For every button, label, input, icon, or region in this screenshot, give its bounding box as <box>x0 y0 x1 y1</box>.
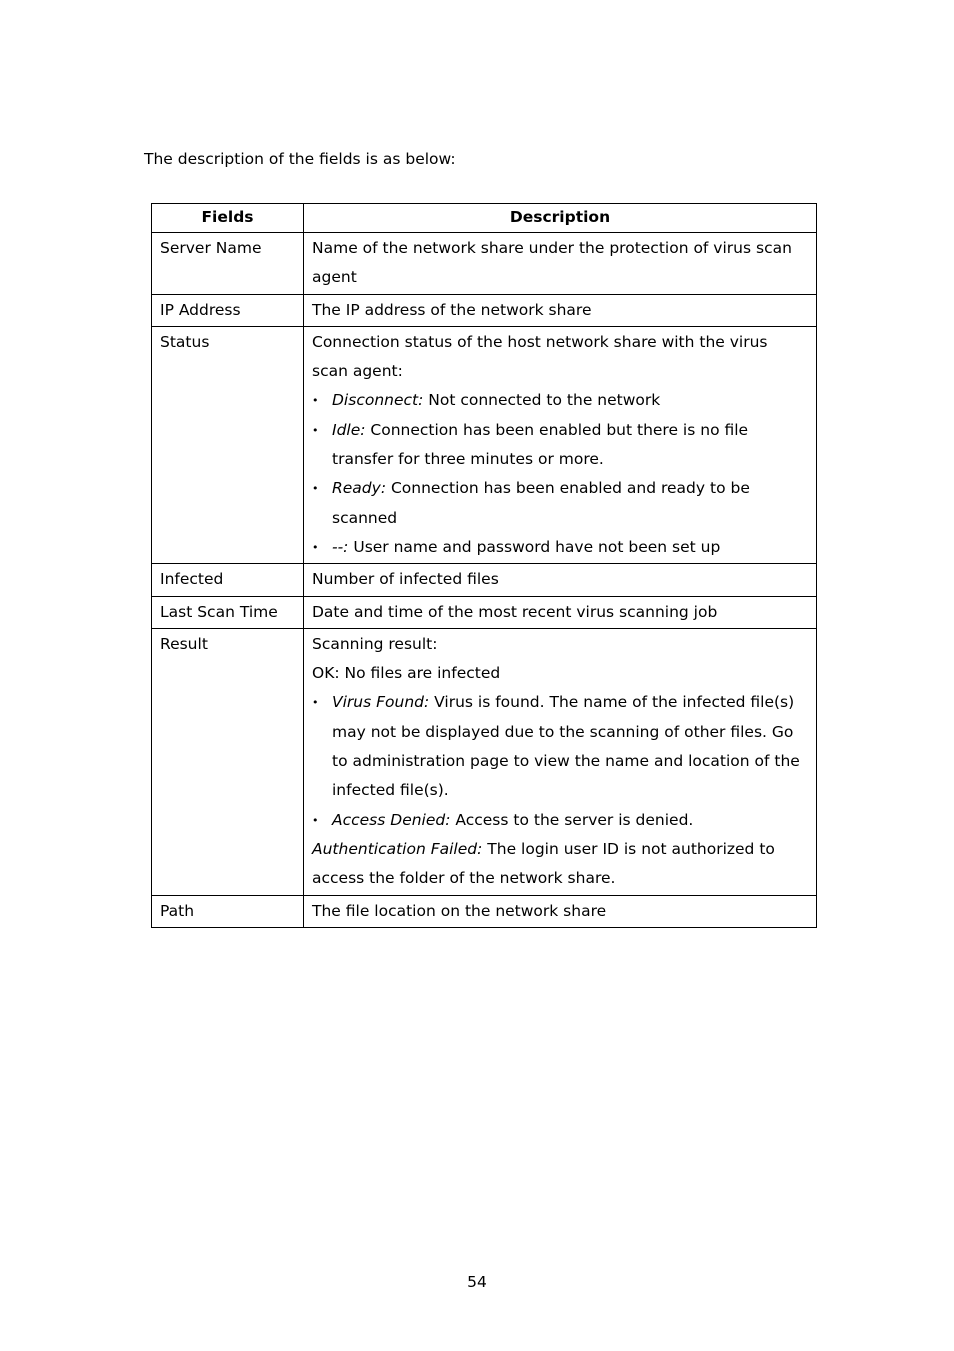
description-cell: Number of infected files <box>304 564 817 596</box>
status-text: User name and password have not been set up <box>348 537 721 556</box>
result-term: Virus Found: <box>332 693 430 712</box>
field-cell: Server Name <box>152 233 304 295</box>
result-auth-term: Authentication Failed: <box>312 839 483 858</box>
description-cell: The file location on the network share <box>304 895 817 927</box>
table-row <box>152 326 817 563</box>
description-cell: Name of the network share under the protection of virus scan agent <box>304 233 817 295</box>
field-cell: Result <box>152 628 304 895</box>
result-auth-text: The login user ID is not authorized to access the folder of the network share. <box>312 839 775 888</box>
result-intro: Scanning result: <box>312 634 438 653</box>
list-item <box>312 688 808 805</box>
description-cell: Date and time of the most recent virus scanning job <box>304 596 817 628</box>
header-description: Description <box>304 204 817 233</box>
status-term: Idle: <box>332 420 366 439</box>
status-intro: Connection status of the host network share with the virus scan agent: <box>312 332 768 381</box>
status-term: Disconnect: <box>332 391 424 410</box>
result-ok-line: OK: No files are infected <box>312 664 501 683</box>
field-cell: Last Scan Time <box>152 596 304 628</box>
status-text: Not connected to the network <box>423 391 661 410</box>
table-row <box>152 628 817 895</box>
intro-paragraph: The description of the fields is as below: <box>144 150 456 168</box>
table-row <box>152 233 817 295</box>
field-cell: IP Address <box>152 294 304 326</box>
description-cell <box>304 628 817 895</box>
status-term: --: <box>332 537 349 556</box>
table-row <box>152 294 817 326</box>
list-item <box>312 416 808 475</box>
fields-description-table <box>151 203 817 928</box>
list-item <box>312 806 808 835</box>
page-number: 54 <box>467 1273 487 1291</box>
result-text: Virus is found. The name of the infected file(s) may not be displayed due to the scanning of other files. Go to administration page to view the name and location of the infected file(s). <box>332 693 800 800</box>
list-item <box>312 533 808 562</box>
field-cell: Status <box>152 326 304 563</box>
status-text: Connection has been enabled but there is no file transfer for three minutes or more. <box>332 420 749 469</box>
description-cell <box>304 326 817 563</box>
table-row <box>152 564 817 596</box>
result-list <box>312 688 808 834</box>
table-row <box>152 596 817 628</box>
description-cell: The IP address of the network share <box>304 294 817 326</box>
table-header-row <box>152 204 817 233</box>
table-row <box>152 895 817 927</box>
status-list <box>312 386 808 562</box>
list-item <box>312 386 808 415</box>
field-cell: Path <box>152 895 304 927</box>
result-auth-line <box>312 835 808 894</box>
result-term: Access Denied: <box>332 810 451 829</box>
status-text: Connection has been enabled and ready to be scanned <box>332 479 750 527</box>
header-fields: Fields <box>152 204 304 233</box>
result-text: Access to the server is denied. <box>450 810 694 829</box>
list-item <box>312 474 808 533</box>
field-cell: Infected <box>152 564 304 596</box>
status-term: Ready: <box>332 479 387 498</box>
